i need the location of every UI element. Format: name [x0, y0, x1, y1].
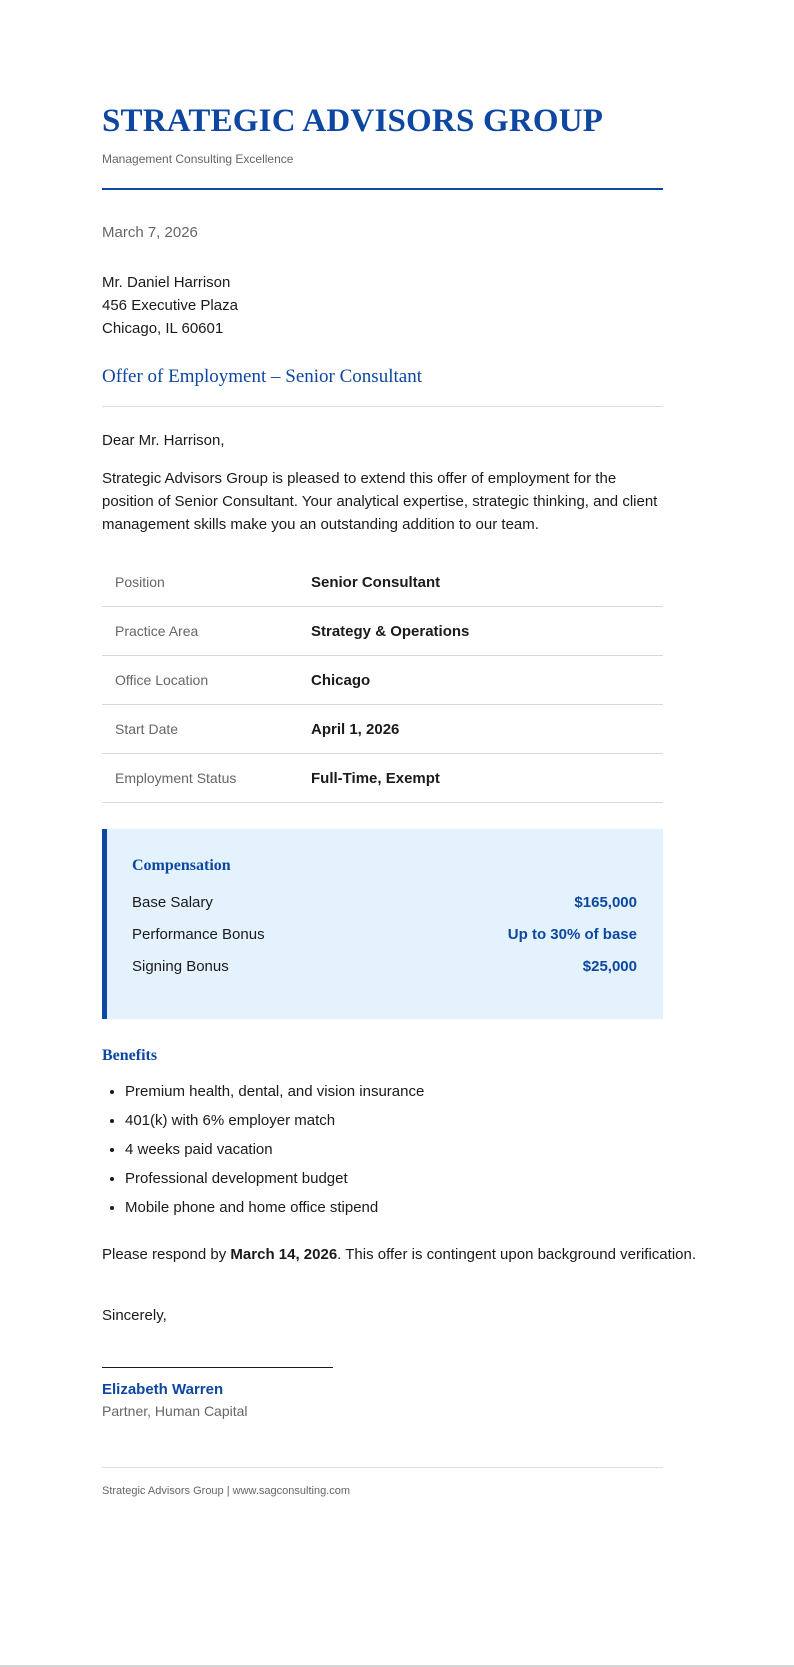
- intro-paragraph: Strategic Advisors Group is pleased to extend this offer of employment for the position of Senior Consultant. Your analytical expertise, strategic thinking, and client management skills make you an outstanding addition to our team.: [102, 470, 658, 533]
- footer-text: Strategic Advisors Group | www.sagconsulting.com: [102, 1485, 351, 1497]
- response-suffix: . This offer is contingent upon background verification.: [337, 1246, 696, 1263]
- details-label: Practice Area: [102, 607, 311, 656]
- details-row-start-date: [102, 705, 663, 754]
- compensation-value: Up to 30% of base: [507, 926, 637, 943]
- signature-line: [102, 1367, 333, 1368]
- letter-date: March 7, 2026: [102, 224, 198, 241]
- list-item: • Premium health, dental, and vision insurance: [125, 1080, 424, 1109]
- response-prefix: Please respond by: [102, 1246, 231, 1263]
- compensation-box: [102, 829, 663, 1019]
- compensation-label: Performance Bonus: [132, 926, 265, 943]
- response-deadline: [102, 1246, 696, 1263]
- recipient-name: Mr. Daniel Harrison: [102, 274, 231, 291]
- compensation-label: Base Salary: [132, 894, 213, 911]
- company-tagline: Management Consulting Excellence: [102, 152, 294, 166]
- compensation-value: $25,000: [582, 958, 637, 975]
- details-value: April 1, 2026: [311, 705, 663, 754]
- recipient-street: 456 Executive Plaza: [102, 297, 238, 314]
- compensation-row-signing-bonus: [132, 958, 637, 975]
- details-value: Senior Consultant: [311, 558, 663, 607]
- details-row-office-location: [102, 656, 663, 705]
- details-row-position: [102, 558, 663, 607]
- signer-name: Elizabeth Warren: [102, 1381, 224, 1398]
- sign-off: Sincerely,: [102, 1307, 167, 1324]
- list-item: • Professional development budget: [125, 1167, 424, 1196]
- recipient-address: [102, 271, 238, 340]
- compensation-row-performance-bonus: [132, 926, 637, 943]
- header-divider: [102, 188, 663, 190]
- compensation-row-base-salary: [132, 894, 637, 911]
- position-details-table: [102, 558, 663, 803]
- subject-divider: [102, 406, 663, 407]
- details-value: Strategy & Operations: [311, 607, 663, 656]
- details-value: Full-Time, Exempt: [311, 754, 663, 803]
- details-row-practice-area: [102, 607, 663, 656]
- benefits-title: Benefits: [102, 1047, 158, 1064]
- salutation: Dear Mr. Harrison,: [102, 432, 225, 449]
- details-label: Position: [102, 558, 311, 607]
- letter-subject: Offer of Employment – Senior Consultant: [102, 366, 422, 387]
- list-item: • Mobile phone and home office stipend: [125, 1196, 424, 1225]
- compensation-value: $165,000: [574, 894, 637, 911]
- details-label: Start Date: [102, 705, 311, 754]
- list-item: • 4 weeks paid vacation: [125, 1138, 424, 1167]
- details-row-employment-status: [102, 754, 663, 803]
- benefits-list: [102, 1080, 424, 1225]
- recipient-city: Chicago, IL 60601: [102, 320, 224, 337]
- signer-title: Partner, Human Capital: [102, 1403, 248, 1419]
- response-date: March 14, 2026: [230, 1246, 338, 1263]
- compensation-label: Signing Bonus: [132, 958, 229, 975]
- details-label: Employment Status: [102, 754, 311, 803]
- company-name: STRATEGIC ADVISORS GROUP: [102, 103, 604, 139]
- footer-divider: [102, 1467, 663, 1468]
- list-item: • 401(k) with 6% employer match: [125, 1109, 424, 1138]
- details-value: Chicago: [311, 656, 663, 705]
- compensation-title: Compensation: [132, 857, 231, 874]
- details-label: Office Location: [102, 656, 311, 705]
